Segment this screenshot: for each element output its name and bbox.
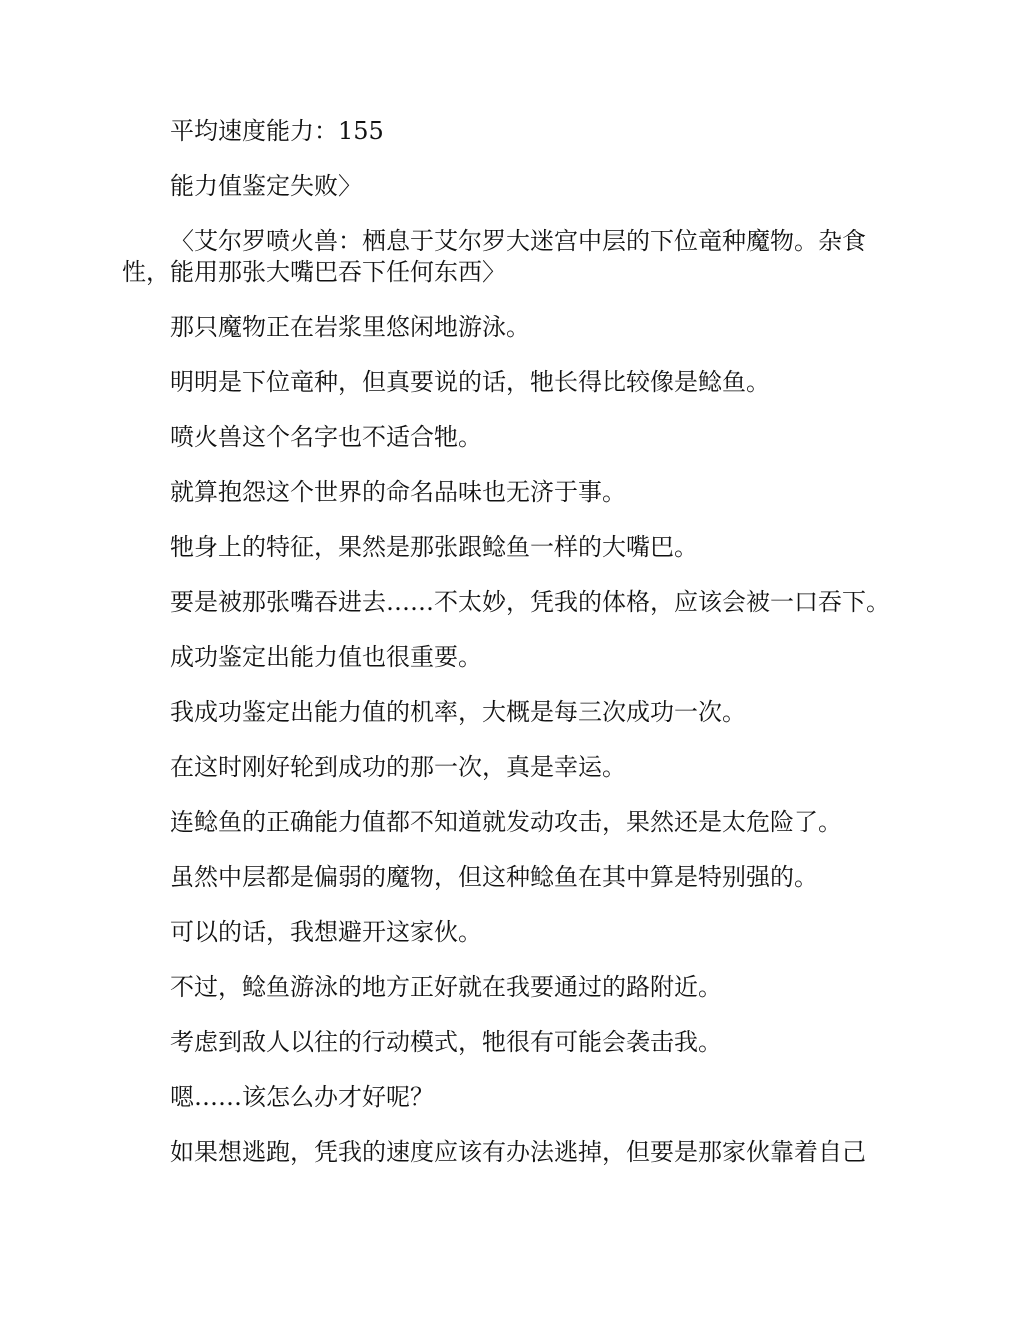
paragraph: 明明是下位竜种，但真要说的话，牠长得比较像是鲶鱼。 <box>170 368 770 396</box>
paragraph: 平均速度能力：155 <box>170 117 384 145</box>
paragraph: 要是被那张嘴吞进去……不太妙，凭我的体格，应该会被一口吞下。 <box>170 588 890 616</box>
paragraph: 可以的话，我想避开这家伙。 <box>170 918 482 946</box>
paragraph: 喷火兽这个名字也不适合牠。 <box>170 423 482 451</box>
paragraph: 就算抱怨这个世界的命名品味也无济于事。 <box>170 478 626 506</box>
paragraph: 虽然中层都是偏弱的魔物，但这种鲶鱼在其中算是特别强的。 <box>170 863 818 891</box>
paragraph: 〈艾尔罗喷火兽：栖息于艾尔罗大迷宫中层的下位竜种魔物。杂食性，能用那张大嘴巴吞下任何东西〉 <box>122 227 866 286</box>
paragraph: 连鲶鱼的正确能力值都不知道就发动攻击，果然还是太危险了。 <box>170 808 842 836</box>
paragraph: 考虑到敌人以往的行动模式，牠很有可能会袭击我。 <box>170 1028 722 1056</box>
paragraph: 在这时刚好轮到成功的那一次，真是幸运。 <box>170 753 626 781</box>
paragraph: 我成功鉴定出能力值的机率，大概是每三次成功一次。 <box>170 698 746 726</box>
paragraph: 嗯……该怎么办才好呢？ <box>170 1083 434 1111</box>
paragraph: 牠身上的特征，果然是那张跟鲶鱼一样的大嘴巴。 <box>170 533 698 561</box>
paragraph: 不过，鲶鱼游泳的地方正好就在我要通过的路附近。 <box>170 973 722 1001</box>
paragraph: 能力值鉴定失败〉 <box>170 172 362 200</box>
paragraph: 那只魔物正在岩浆里悠闲地游泳。 <box>170 313 530 341</box>
paragraph: 如果想逃跑，凭我的速度应该有办法逃掉，但要是那家伙靠着自己 <box>170 1138 866 1166</box>
paragraph: 成功鉴定出能力值也很重要。 <box>170 643 482 671</box>
document-page <box>122 116 897 1192</box>
